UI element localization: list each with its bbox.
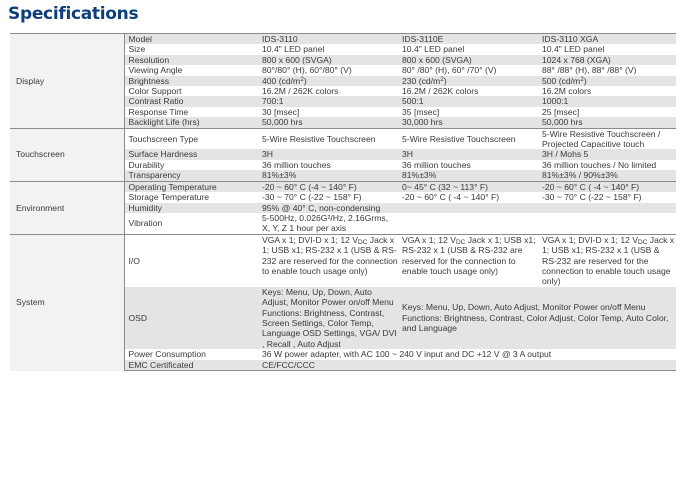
cell: 1024 x 768 (XGA) — [538, 55, 676, 65]
row-label: Vibration — [128, 218, 163, 229]
cell-text: ) — [583, 75, 587, 86]
cell: 88° /88° (H), 88° /88° (V) — [542, 65, 637, 76]
cell-text: 230 (cd/m — [402, 75, 441, 86]
cell: 25 [msec] — [542, 106, 580, 117]
cell: VGA x 1; DVI-D x 1; 12 $V_{DC}$ Jack x 1; USB x1; RS-232 x 1 (USB & RS-232 are reserved for the connection to enable touch usage only) — [258, 234, 398, 287]
row-label: Size — [128, 44, 146, 55]
cell: 500:1 — [398, 96, 538, 106]
cell: 35 [msec] — [402, 106, 440, 117]
superscript: 2 — [580, 75, 584, 83]
cell: -30 ~ 70° C (-22 ~ 158° F) — [262, 192, 362, 203]
table-row — [10, 128, 676, 149]
row-label: Power Consumption — [128, 349, 206, 360]
cell: 800 x 600 (SVGA) — [398, 55, 538, 65]
cell: VGA x 1; 12 $V_{DC}$ Jack x 1; USB x1; RS-232 x 1 (USB & RS-232 are reserved for the connection to enable touch usage only) — [398, 234, 538, 287]
cell: 16.2M / 262K colors — [402, 86, 479, 97]
table-row — [10, 234, 676, 287]
cell: 5-Wire Resistive Touchscreen — [398, 128, 538, 149]
group-system: System — [10, 234, 124, 370]
cell: VGA x 1; DVI-D x 1; 12 $V_{DC}$ Jack x 1; USB x1; RS-232 x 1 (USB & RS-232 are reserved for the connection to enable touch usage only) — [538, 234, 676, 287]
cell — [398, 213, 676, 234]
group-display: Display — [10, 34, 124, 129]
cell: -20 ~ 60° C ( -4 ~ 140° F) — [402, 192, 500, 203]
row-label: Transparency — [124, 170, 258, 181]
row-label: Contrast Ratio — [124, 96, 258, 106]
group-environment: Environment — [10, 181, 124, 234]
cell: 3H — [398, 149, 538, 159]
cell: 16.2M colors — [542, 86, 592, 97]
row-label: Humidity — [124, 203, 258, 213]
cell: 36 million touches — [402, 159, 471, 170]
cell: 81%±3% / 90%±3% — [538, 170, 676, 181]
cell — [398, 76, 538, 86]
cell: 3H / Mohs 5 — [538, 149, 676, 159]
cell: 81%±3% — [258, 170, 398, 181]
row-label: Operating Temperature — [124, 181, 258, 192]
row-label: Resolution — [124, 55, 258, 65]
row-label: Color Support — [128, 86, 182, 97]
row-label: Response Time — [128, 106, 189, 117]
cell-text: 400 (cd/m — [262, 75, 301, 86]
row-label: Touchscreen Type — [124, 128, 258, 149]
cell — [258, 76, 398, 86]
row-label: Storage Temperature — [128, 192, 210, 203]
cell: 5-Wire Resistive Touchscreen / Projected Capacitive touch — [538, 128, 676, 149]
row-label: Backlight Life (hrs) — [124, 117, 258, 128]
row-label: Brightness — [124, 76, 258, 86]
cell: 36 million touches / No limited — [542, 159, 657, 170]
cell: 80°/80° (H), 60°/80° (V) — [262, 65, 352, 76]
row-label: Model — [124, 34, 258, 45]
superscript: 2 — [440, 75, 444, 83]
cell: -20 ~ 60° C ( -4 ~ 140° F) — [538, 181, 676, 192]
cell: 16.2M / 262K colors — [262, 86, 339, 97]
cell: 30,000 hrs — [398, 117, 538, 128]
cell: 36 W power adapter, with AC 100 ~ 240 V input and DC +12 V @ 3 A output — [262, 349, 552, 360]
cell: -30 ~ 70° C (-22 ~ 158° F) — [542, 192, 642, 203]
row-label: Surface Hardness — [124, 149, 258, 159]
page-title: Specifications — [8, 4, 139, 24]
cell: 10.4" LED panel — [542, 44, 605, 55]
cell: 800 x 600 (SVGA) — [258, 55, 398, 65]
cell: 1000:1 — [538, 96, 676, 106]
cell: Keys: Menu, Up, Down, Auto Adjust, Monitor Power on/off Menu Functions: Brightness, Contrast, Color Adjust, Color Temp, Auto Color, and Language — [398, 287, 676, 349]
group-touchscreen: Touchscreen — [10, 128, 124, 181]
cell-text: ) — [443, 75, 447, 86]
cell: 30 [msec] — [262, 106, 300, 117]
cell: CE/FCC/CCC — [258, 360, 676, 371]
row-label: OSD — [124, 287, 258, 349]
cell: 10.4" LED panel — [402, 44, 465, 55]
cell-text: ) — [303, 75, 307, 86]
cell: Keys: Menu, Up, Down, Auto Adjust, Monitor Power on/off Menu Functions: Brightness, Contrast, Screen Settings, Color Temp, Language OSD Settings, VGA/ DVI , Recall , Auto Adjust — [258, 287, 398, 349]
row-label: I/O — [124, 234, 258, 287]
cell: 36 million touches — [262, 159, 331, 170]
cell: 10.4" LED panel — [262, 44, 325, 55]
cell: 700:1 — [258, 96, 398, 106]
table-row — [10, 181, 676, 192]
row-label: Viewing Angle — [128, 65, 183, 76]
cell: 50,000 hrs — [258, 117, 398, 128]
cell: 95% @ 40° C, non-condensing — [258, 203, 676, 213]
table-row — [10, 34, 676, 45]
superscript: 2 — [300, 75, 304, 83]
cell: 80° /80° (H), 60° /70° (V) — [402, 65, 497, 76]
cell — [538, 76, 676, 86]
cell: 50,000 hrs — [538, 117, 676, 128]
cell: IDS-3110E — [398, 34, 538, 45]
row-label: Durability — [128, 159, 165, 170]
cell: 81%±3% — [398, 170, 538, 181]
cell: 5-Wire Resistive Touchscreen — [258, 128, 398, 149]
cell: IDS-3110 — [258, 34, 398, 45]
cell-text: 500 (cd/m — [542, 75, 581, 86]
row-label: EMC Certificated — [124, 360, 258, 371]
cell: IDS-3110 XGA — [538, 34, 676, 45]
cell: 0~ 45° C (32 ~ 113° F) — [398, 181, 538, 192]
cell: 3H — [258, 149, 398, 159]
cell: -20 ~ 60° C (-4 ~ 140° F) — [258, 181, 398, 192]
cell: 5-500Hz, 0.026G²/Hz, 2.16Grms, X, Y, Z 1 hour per axis — [262, 212, 389, 234]
spec-table — [10, 33, 676, 371]
